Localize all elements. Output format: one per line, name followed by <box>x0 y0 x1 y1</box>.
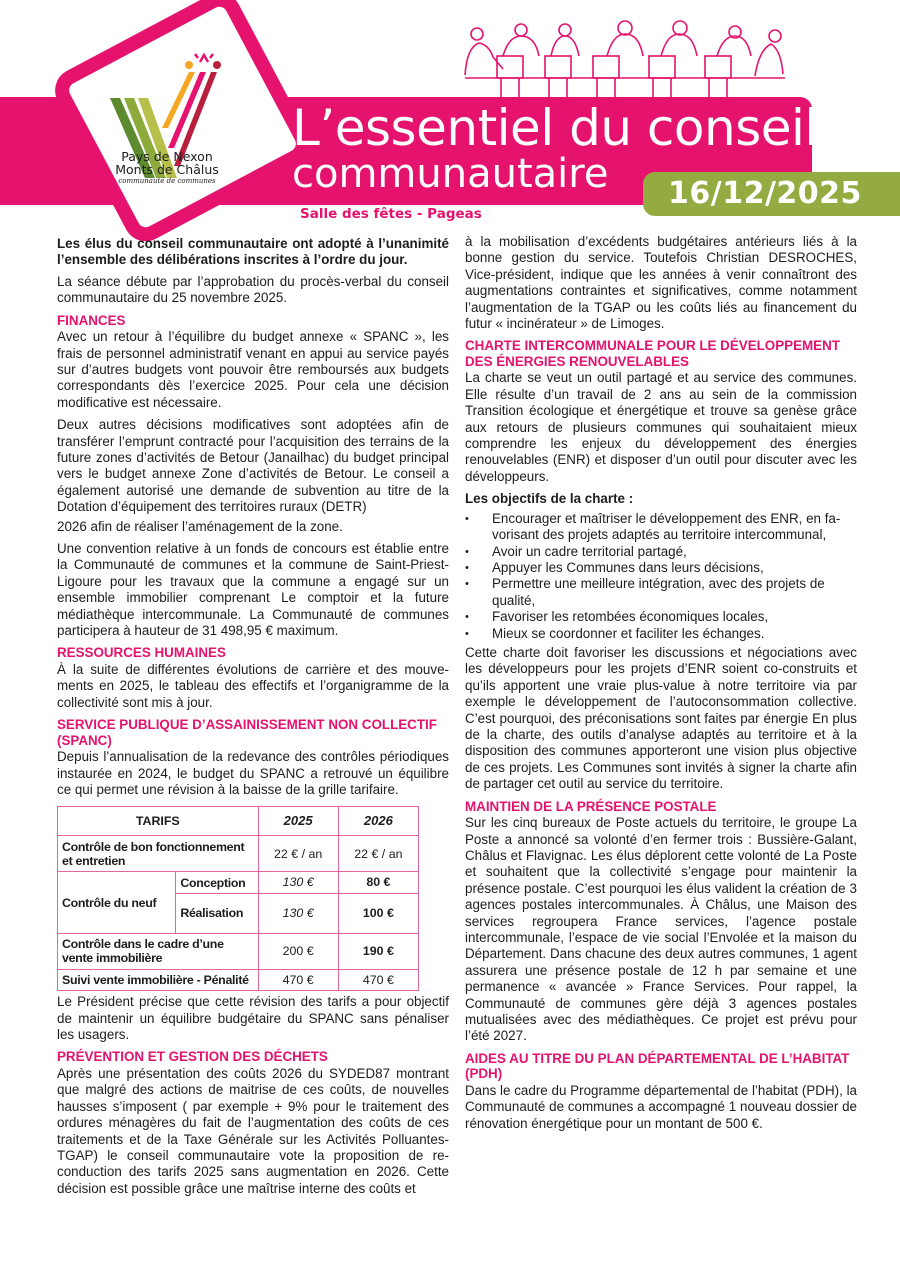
tarifs-table <box>57 806 419 991</box>
meeting-venue: Salle des fêtes - Pageas <box>300 206 482 222</box>
charte-paragraph-2: Cette charte doit favoriser les discussions et négociations avec les développeurs pour les projets d’ENR soient co-construits et qu’ils apportent une vraie plus-value à notre territoire via par exemple le développement de l’autoconsommation collective. C’est pourquoi, des préconisations sont faites par énergie En plus de la charte, des outils d’analyse adaptés au territoire et à la disposition des communes apporteront une vision plus objective de ces projets. Les Communes sont invités à signer la charte afin de partager cet outil au service du territoire. <box>465 644 857 792</box>
section-heading-pdh: AIDES AU TITRE DU PLAN DÉPARTEMENTAL DE L’HABITAT (PDH) <box>465 1050 850 1082</box>
list-item: • Permettre une meilleure intégration, avec des projets de qualité, <box>465 576 857 609</box>
right-column <box>465 234 857 1138</box>
section-heading-rh: RESSOURCES HUMAINES <box>57 645 226 661</box>
section-heading-spanc: SERVICE PUBLIQUE D’ASSAINISSEMENT NON COLLECTIF (SPANC) <box>57 717 437 748</box>
finances-paragraph-1: Avec un retour à l’équilibre du budget annexe « SPANC », les frais de personnel administratif venant en appui au service payés sur d’autres budgets vont pouvoir être remboursés aux budgets correspondants dès l’exercice 2025. Pour cela une décision modificative est nécessaire. <box>57 329 449 410</box>
objectives-title: Les objectifs de la charte : <box>465 491 634 507</box>
section-heading-finances: FINANCES <box>57 312 126 328</box>
value-2025: 130 € <box>258 872 338 893</box>
logo-line2: Monts de Châlus <box>115 162 219 177</box>
dechets-continued-paragraph: à la mobilisation d’excédents budgétaires antérieurs liés à la bonne gestion du service. Toutefois Christian DESROCHES, Vice-président, indique que les années à venir connaîtront des augmentations contraintes et significatives, comme notamment l’augmentation de la TGAP ou les coûts liés au financement du futur « incinérateur » de Limoges. <box>465 234 857 332</box>
pdh-paragraph: Dans le cadre du Programme départemental de l’habitat (PDH), la Communauté de communes a accompagné 1 nouveau dossier de rénovation énergétique pour un montant de 500 €. <box>465 1082 857 1131</box>
table-header-2026: 2026 <box>338 807 418 836</box>
list-item: • Encourager et maîtriser le développement des ENR, en favorisant des projets adaptés au territoire intercommunal, <box>465 511 857 544</box>
left-column <box>57 236 449 1203</box>
table-row <box>58 933 419 969</box>
page-title-line2: communautaire <box>292 151 609 197</box>
row-group-label: Contrôle du neuf <box>58 872 176 933</box>
newsletter-header <box>0 0 900 230</box>
row-label: Contrôle de bon fonctionnement et entretien <box>58 836 259 872</box>
finances-paragraph-4: Une convention relative à un fonds de concours est établie entre la Communauté de communes et la commune de Saint-Priest-Ligoure pour les travaux que la commune a engagé sur un ensemble immobilier comprenant Le comptoir et la future médiathèque intercommunale. La Communauté de communes participera à hauteur de 31 498,95 € maximum. <box>57 541 449 639</box>
row-label: Conception <box>176 872 258 893</box>
value-2026: 470 € <box>338 969 418 990</box>
section-heading-dechets: PRÉVENTION ET GESTION DES DÉCHETS <box>57 1049 328 1065</box>
table-row <box>58 872 419 893</box>
charte-paragraph-1: La charte se veut un outil partagé et au service des communes. Elle résulte d’un travail de 2 ans au sein de la commission Transition écologique et énergétique et trouve sa genèse grâce aux retours de plusieurs communes qui souhaitaient mieux comprendre les enjeux du développement des énergies renouvelables (ENR) et disposer d’un outil pour discuter avec les développeurs. <box>465 370 857 484</box>
table-header-row <box>58 807 419 836</box>
meeting-people-icon <box>455 20 795 100</box>
spanc-paragraph-1: Depuis l’annualisation de la redevance des contrôles périodiques instaurée en 2024, le budget du SPANC a retrouvé un équilibre ce qui permet une révision à la baisse de la grille tarifaire. <box>57 749 449 797</box>
page-title-line1: L’essentiel du conseil <box>292 99 818 157</box>
spanc-paragraph-2: Le Président précise que cette révision des tarifs a pour objectif de maintenir un équilibre budgétaire du SPANC sans pénaliser les usagers. <box>57 994 449 1042</box>
finances-paragraph-2: Deux autres décisions modificatives sont adoptées afin de transférer l’emprunt contracté pour l’acquisition des terrains de la future zones d’activités de Betour (Janailhac) du budget principal vers le budget annexe Zone d’activités de Betour. Le conseil a également autorisé une demande de subvention au titre de la Dotation d’équipement des territoires ruraux (DETR) <box>57 417 449 515</box>
finances-paragraph-3: 2026 afin de réaliser l’aménagement de la zone. <box>57 518 343 534</box>
list-item: • Favoriser les retombées économiques locales, <box>465 609 857 625</box>
meeting-date: 16/12/2025 <box>668 176 862 211</box>
row-label: Suivi vente immobilière - Pénalité <box>58 969 259 990</box>
value-2026: 80 € <box>338 872 418 893</box>
intro-paragraph: La séance débute par l’approbation du procès-verbal du conseil communautaire du 25 novembre 2025. <box>57 273 449 306</box>
value-2026: 22 € / an <box>338 836 418 872</box>
value-2025: 130 € <box>258 893 338 933</box>
rh-paragraph: À la suite de différentes évolutions de carrière et des mouvements en 2025, le tableau des effectifs et l’organigramme de la collectivité sont mis à jour. <box>57 661 449 710</box>
value-2026: 190 € <box>338 933 418 969</box>
list-item: • Mieux se coordonner et faciliter les échanges. <box>465 626 857 642</box>
logo-text <box>107 150 227 185</box>
section-heading-charte: CHARTE INTERCOMMUNALE POUR LE DÉVELOPPEMENT DES ÉNERGIES RENOUVELABLES <box>465 338 840 369</box>
table-header-2025: 2025 <box>258 807 338 836</box>
objectives-list <box>465 511 857 642</box>
row-label: Contrôle dans le cadre d’une vente immobilière <box>58 933 259 969</box>
row-label: Réalisation <box>176 893 258 933</box>
table-row <box>58 969 419 990</box>
logo-line1: Pays de Nexon <box>121 149 213 164</box>
table-header-tarifs: TARIFS <box>58 807 259 836</box>
poste-paragraph: Sur les cinq bureaux de Poste actuels du territoire, le groupe La Poste a annoncé sa volonté d’en fermer trois : Bussière-Galant, Châlus et Flavignac. Les élus déplorent cette volonté de La Poste et souhaitent que la collectivité s’engage pour maintenir la présence postale. C’est pourquoi les élus valident la création de 3 agences postales intercommunales. À Châlus, une Maison des services regroupera France services, l’agence postale intercommunale, l’espace de vie social l’Envolée et la maison du Département. Dans chacune des deux autres communes, 1 agent assurera une présence postale de 12 h par semaine et une permanence « avancée » France Services. Pour rappel, la Communauté de communes gère déjà 3 agences postales mutualisées avec des médiathèques. Ce projet est prévu pour l’été 2027. <box>465 815 857 1044</box>
value-2025: 22 € / an <box>258 836 338 872</box>
value-2026: 100 € <box>338 893 418 933</box>
list-item: • Appuyer les Communes dans leurs décisions, <box>465 560 857 576</box>
logo-line3: communauté de communes <box>118 177 216 185</box>
section-heading-poste: MAINTIEN DE LA PRÉSENCE POSTALE <box>465 798 717 814</box>
table-row <box>58 836 419 872</box>
value-2025: 200 € <box>258 933 338 969</box>
dechets-paragraph-1: Après une présentation des coûts 2026 du SYDED87 montrant que malgré des actions de maitrise de ces coûts, de nouvelles hausses s’imposent ( par exemple + 9% pour le traitement des ordures ménagères du fait de l’augmentation des coûts de ces traitements et de la Taxe Générale sur les Activités Polluantes-TGAP) le conseil communautaire vote la proposition de reconduction des tarifs 2025 sans augmentation en 2026. Cette décision est possible grâce une maîtrise interne des coûts et <box>57 1065 449 1196</box>
list-item: • Avoir un cadre territorial partagé, <box>465 544 857 560</box>
lead-paragraph: Les élus du conseil communautaire ont adopté à l’unanimité l’ensemble des délibérations inscrites à l’ordre du jour. <box>57 236 449 268</box>
value-2025: 470 € <box>258 969 338 990</box>
